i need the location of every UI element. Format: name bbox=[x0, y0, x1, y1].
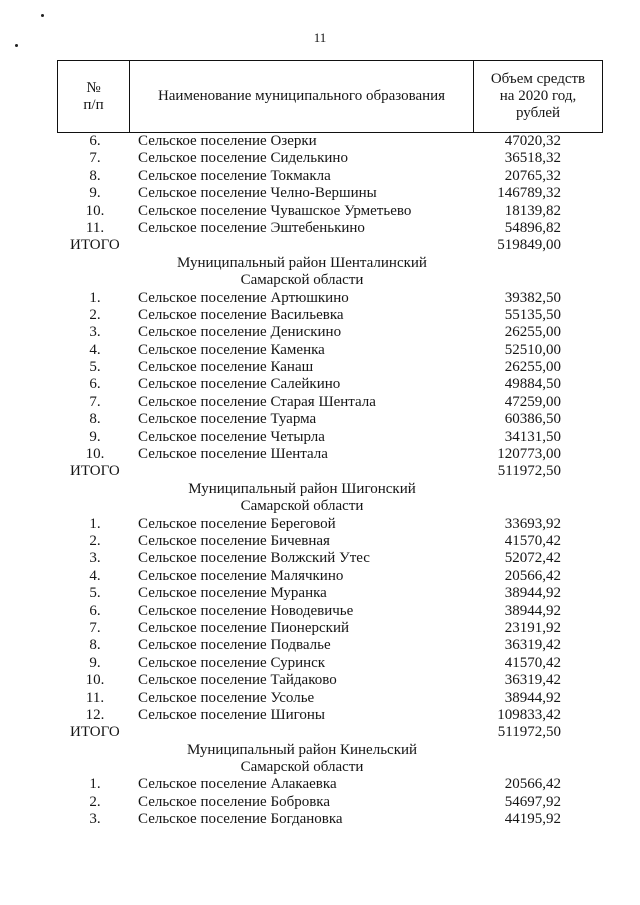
row-number: 2. bbox=[89, 306, 101, 323]
settlement-name: Сельское поселение Тайдаково bbox=[138, 672, 337, 689]
row-amount: 38944,92 bbox=[504, 585, 561, 602]
table-row bbox=[0, 655, 640, 672]
row-number: 1. bbox=[89, 776, 101, 793]
settlement-name: Сельское поселение Новодевичье bbox=[138, 602, 354, 619]
row-number: 8. bbox=[89, 637, 101, 654]
row-number: 11. bbox=[85, 689, 105, 706]
row-amount: 41570,42 bbox=[504, 532, 561, 549]
settlement-name: Сельское поселение Алакаевка bbox=[138, 776, 337, 793]
table-row bbox=[0, 533, 640, 550]
settlement-name: Сельское поселение Эштебенькино bbox=[138, 219, 365, 236]
row-amount: 26255,00 bbox=[504, 324, 561, 341]
row-number: 10. bbox=[85, 202, 105, 219]
row-amount: 49884,50 bbox=[504, 376, 561, 393]
district-block bbox=[0, 133, 640, 255]
settlement-name: Сельское поселение Муранка bbox=[138, 585, 327, 602]
table-row bbox=[0, 794, 640, 811]
row-number: 9. bbox=[89, 185, 101, 202]
header-amount-line: рублей bbox=[515, 105, 561, 121]
page-number: 11 bbox=[313, 30, 327, 45]
row-amount: 41570,42 bbox=[504, 654, 561, 671]
row-amount: 34131,50 bbox=[504, 428, 561, 445]
settlement-name: Сельское поселение Шигоны bbox=[138, 706, 325, 723]
row-amount: 20566,42 bbox=[504, 567, 561, 584]
row-amount: 47259,00 bbox=[504, 393, 561, 410]
table-row bbox=[0, 394, 640, 411]
row-number: 5. bbox=[89, 585, 101, 602]
scan-mark bbox=[41, 14, 44, 17]
row-amount: 47020,32 bbox=[504, 133, 561, 149]
row-amount: 36518,32 bbox=[504, 150, 561, 167]
row-amount: 109833,42 bbox=[497, 706, 561, 723]
row-number: 6. bbox=[89, 133, 101, 149]
row-number: 9. bbox=[89, 654, 101, 671]
settlement-name: Сельское поселение Салейкино bbox=[138, 376, 341, 393]
total-label: ИТОГО bbox=[70, 724, 120, 741]
table-row bbox=[0, 359, 640, 376]
row-number: 7. bbox=[89, 393, 101, 410]
district-block bbox=[0, 742, 640, 829]
table-row bbox=[0, 620, 640, 637]
row-number: 9. bbox=[89, 428, 101, 445]
settlement-name: Сельское поселение Денискино bbox=[138, 324, 342, 341]
district-name: Муниципальный район Шенталинский bbox=[177, 254, 427, 271]
row-number: 4. bbox=[89, 567, 101, 584]
table-row bbox=[0, 168, 640, 185]
settlement-name: Сельское поселение Шентала bbox=[138, 446, 328, 463]
header-num-line: п/п bbox=[83, 96, 104, 113]
district-block bbox=[0, 255, 640, 481]
settlement-name: Сельское поселение Челно-Вершины bbox=[138, 185, 377, 202]
table-row bbox=[0, 133, 640, 150]
row-number: 3. bbox=[89, 324, 101, 341]
row-number: 6. bbox=[89, 602, 101, 619]
row-number: 2. bbox=[89, 532, 101, 549]
settlement-name: Сельское поселение Каменка bbox=[138, 341, 325, 358]
table-row bbox=[0, 411, 640, 428]
settlement-name: Сельское поселение Озерки bbox=[138, 133, 317, 149]
district-heading-row bbox=[0, 272, 640, 289]
row-amount: 55135,50 bbox=[504, 306, 561, 323]
region-name: Самарской области bbox=[240, 272, 364, 289]
header-num-cell bbox=[58, 61, 129, 132]
row-amount: 146789,32 bbox=[497, 185, 561, 202]
row-amount: 36319,42 bbox=[504, 672, 561, 689]
settlement-name: Сельское поселение Бобровка bbox=[138, 793, 330, 810]
table-row bbox=[0, 376, 640, 393]
total-amount: 519849,00 bbox=[497, 237, 561, 254]
header-num-line: № bbox=[86, 79, 101, 96]
settlement-name: Сельское поселение Туарма bbox=[138, 411, 317, 428]
row-amount: 120773,00 bbox=[497, 446, 561, 463]
total-row bbox=[0, 237, 640, 254]
settlement-name: Сельское поселение Сиделькино bbox=[138, 150, 348, 167]
table-row bbox=[0, 290, 640, 307]
table-row bbox=[0, 637, 640, 654]
settlement-name: Сельское поселение Подвалье bbox=[138, 637, 331, 654]
settlement-name: Сельское поселение Богдановка bbox=[138, 811, 343, 828]
settlement-name: Сельское поселение Артюшкино bbox=[138, 289, 349, 306]
row-number: 1. bbox=[89, 515, 101, 532]
row-number: 4. bbox=[89, 341, 101, 358]
total-row bbox=[0, 724, 640, 741]
table-row bbox=[0, 707, 640, 724]
table-row bbox=[0, 446, 640, 463]
row-amount: 60386,50 bbox=[504, 411, 561, 428]
table-row bbox=[0, 690, 640, 707]
row-amount: 52510,00 bbox=[504, 341, 561, 358]
region-name: Самарской области bbox=[240, 759, 364, 776]
settlement-name: Сельское поселение Малячкино bbox=[138, 567, 344, 584]
table-row bbox=[0, 776, 640, 793]
row-amount: 18139,82 bbox=[504, 202, 561, 219]
table-row bbox=[0, 150, 640, 167]
table-row bbox=[0, 307, 640, 324]
header-table bbox=[57, 60, 603, 133]
row-number: 6. bbox=[89, 376, 101, 393]
row-number: 10. bbox=[85, 672, 105, 689]
row-number: 3. bbox=[89, 550, 101, 567]
settlement-name: Сельское поселение Старая Шентала bbox=[138, 393, 376, 410]
table-row bbox=[0, 568, 640, 585]
row-amount: 23191,92 bbox=[504, 619, 561, 636]
row-amount: 44195,92 bbox=[504, 811, 561, 828]
row-number: 10. bbox=[85, 446, 105, 463]
table-row bbox=[0, 185, 640, 202]
header-amount-line: на 2020 год, bbox=[499, 88, 577, 104]
table-row bbox=[0, 811, 640, 828]
settlement-name: Сельское поселение Токмакла bbox=[138, 167, 331, 184]
table-body bbox=[0, 133, 640, 829]
row-number: 11. bbox=[85, 219, 105, 236]
settlement-name: Сельское поселение Васильевка bbox=[138, 306, 344, 323]
settlement-name: Сельское поселение Канаш bbox=[138, 359, 314, 376]
row-number: 7. bbox=[89, 619, 101, 636]
district-heading-row bbox=[0, 742, 640, 759]
table-row bbox=[0, 220, 640, 237]
district-heading-row bbox=[0, 481, 640, 498]
row-amount: 20765,32 bbox=[504, 167, 561, 184]
total-label: ИТОГО bbox=[70, 237, 120, 254]
table-row bbox=[0, 550, 640, 567]
row-number: 2. bbox=[89, 793, 101, 810]
total-row bbox=[0, 463, 640, 480]
row-amount: 33693,92 bbox=[504, 515, 561, 532]
row-amount: 54896,82 bbox=[504, 219, 561, 236]
header-amount-line: Объем средств bbox=[490, 71, 586, 87]
row-number: 1. bbox=[89, 289, 101, 306]
row-number: 5. bbox=[89, 359, 101, 376]
row-amount: 54697,92 bbox=[504, 793, 561, 810]
table-row bbox=[0, 516, 640, 533]
total-amount: 511972,50 bbox=[497, 724, 561, 741]
region-name: Самарской области bbox=[240, 498, 364, 515]
row-amount: 52072,42 bbox=[504, 550, 561, 567]
settlement-name: Сельское поселение Суринск bbox=[138, 654, 326, 671]
district-heading-row bbox=[0, 498, 640, 515]
table-row bbox=[0, 672, 640, 689]
table-row bbox=[0, 603, 640, 620]
header-name-text: Наименование муниципального образования bbox=[157, 88, 446, 104]
total-amount: 511972,50 bbox=[497, 463, 561, 480]
settlement-name: Сельское поселение Бичевная bbox=[138, 532, 330, 549]
settlement-name: Сельское поселение Волжский Утес bbox=[138, 550, 370, 567]
table-row bbox=[0, 324, 640, 341]
settlement-name: Сельское поселение Четырла bbox=[138, 428, 325, 445]
district-block bbox=[0, 481, 640, 742]
row-amount: 20566,42 bbox=[504, 776, 561, 793]
table-row bbox=[0, 203, 640, 220]
row-number: 3. bbox=[89, 811, 101, 828]
settlement-name: Сельское поселение Усолье bbox=[138, 689, 315, 706]
settlement-name: Сельское поселение Чувашское Урметьево bbox=[138, 202, 412, 219]
row-number: 7. bbox=[89, 150, 101, 167]
table-row bbox=[0, 585, 640, 602]
row-number: 8. bbox=[89, 411, 101, 428]
table-row bbox=[0, 429, 640, 446]
settlement-name: Сельское поселение Береговой bbox=[138, 515, 336, 532]
row-number: 8. bbox=[89, 167, 101, 184]
district-heading-row bbox=[0, 255, 640, 272]
row-amount: 38944,92 bbox=[504, 689, 561, 706]
row-amount: 38944,92 bbox=[504, 602, 561, 619]
row-amount: 39382,50 bbox=[504, 289, 561, 306]
district-heading-row bbox=[0, 759, 640, 776]
district-name: Муниципальный район Кинельский bbox=[186, 741, 418, 758]
table-row bbox=[0, 342, 640, 359]
settlement-name: Сельское поселение Пионерский bbox=[138, 619, 349, 636]
header-name-cell bbox=[129, 61, 474, 132]
district-name: Муниципальный район Шигонский bbox=[188, 480, 416, 497]
total-label: ИТОГО bbox=[70, 463, 120, 480]
header-amount-cell bbox=[474, 61, 602, 132]
row-number: 12. bbox=[85, 706, 105, 723]
row-amount: 26255,00 bbox=[504, 359, 561, 376]
row-amount: 36319,42 bbox=[504, 637, 561, 654]
